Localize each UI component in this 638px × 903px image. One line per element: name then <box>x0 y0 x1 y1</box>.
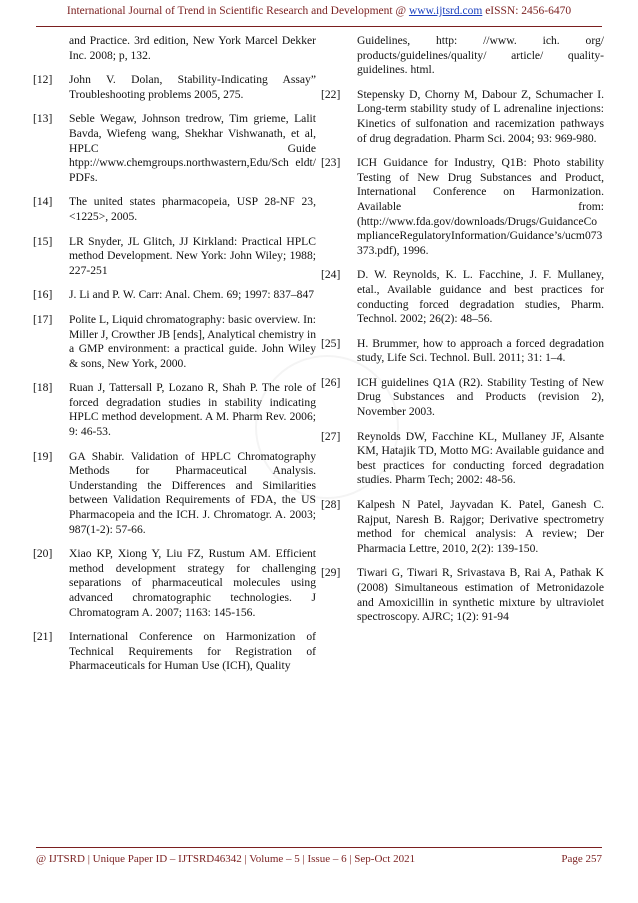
reference-item <box>33 288 316 303</box>
reference-text: Polite L, Liquid chromatography: basic overview. In: Miller J, Crowther JB [ends], Analytical chemistry in a GMP environment: a practical guide. John Wiley & sons, New York, 2000. <box>69 312 316 370</box>
reference-text: Stepensky D, Chorny M, Dabour Z, Schumacher I. Long-term stability study of L adrenaline injections: Kinetics of sulfonation and racemization pathways of drug degradation. Pharm Sci. 2004; 93: 969-980. <box>357 87 604 145</box>
page-footer <box>36 853 602 865</box>
page-header <box>0 0 638 22</box>
journal-link[interactable]: www.ijtsrd.com <box>408 5 483 17</box>
reference-text: LR Snyder, JL Glitch, JJ Kirkland: Practical HPLC method Development. New York: John Wiley; 1988; 227-251 <box>69 234 316 277</box>
reference-number: [25] <box>321 336 341 350</box>
reference-item <box>33 73 316 102</box>
reference-item <box>33 235 316 279</box>
right-column <box>321 34 604 635</box>
left-column <box>33 34 316 684</box>
reference-item <box>33 381 316 439</box>
reference-number: [14] <box>33 195 53 209</box>
reference-number: [28] <box>321 498 341 512</box>
reference-number: [13] <box>33 112 53 126</box>
reference-item <box>321 430 604 488</box>
reference-number: [16] <box>33 288 53 302</box>
reference-text: Kalpesh N Patel, Jayvadan K. Patel, Ganesh C. Rajput, Naresh B. Rajgor; Derivative spectrometry method for chemical analysis: A review; Der Pharmacia Lettre, 2010, 2(2): 139-150. <box>357 498 604 555</box>
reference-text: The united states pharmacopeia, USP 28-NF 23, <1225>, 2005. <box>69 195 316 223</box>
issn: eISSN: 2456-6470 <box>482 5 572 17</box>
reference-item <box>321 337 604 366</box>
reference-text: Seble Wegaw, Johnson tredrow, Tim grieme, Lalit Bavda, Wiefeng wang, Shekhar Vishwanath, et al, HPLC Guide htpp://www.chemgroups.northwastern,Edu/Sch eldt/ PDFs. <box>69 112 316 184</box>
reference-text: J. Li and P. W. Carr: Anal. Chem. 69; 1997: 837–847 <box>69 288 315 302</box>
reference-number: [20] <box>33 547 53 561</box>
reference-item <box>33 313 316 371</box>
reference-number: [24] <box>321 268 341 282</box>
reference-item <box>321 566 604 624</box>
reference-number: [15] <box>33 234 53 248</box>
reference-number: [22] <box>321 87 341 101</box>
reference-number: [21] <box>33 630 53 644</box>
reference-item <box>33 195 316 224</box>
reference-number: [19] <box>33 449 53 463</box>
reference-number: [12] <box>33 73 53 87</box>
reference-text: ICH guidelines Q1A (R2). Stability Testing of New Drug Substances and Products (revision 2), November 2003. <box>357 375 604 419</box>
reference-continuation: Guidelines, http: //www. ich. org/ products/guidelines/quality/ article/ quality-guidelines. html. <box>357 34 604 77</box>
reference-item <box>321 88 604 146</box>
footer-rule <box>36 847 602 848</box>
reference-text: GA Shabir. Validation of HPLC Chromatography Methods for Pharmaceutical Analysis. Understanding the Differences and Similarities between Validation Requirements of FDA, the US Pharmacopeia and the ICH. J. Chromatogr. A. 2003; 987(1-2): 57-66. <box>69 449 316 536</box>
reference-number: [17] <box>33 312 53 326</box>
reference-text: D. W. Reynolds, K. L. Facchine, J. F. Mullaney, etal., Available guidance and best practices for conducting forced degradation studies, Pharm. Technol. 2002; 26(2): 48–56. <box>357 268 604 326</box>
reference-number: [23] <box>321 156 341 170</box>
reference-text: Tiwari G, Tiwari R, Srivastava B, Rai A, Pathak K (2008) Simultaneous estimation of Metronidazole and Amoxicillin in synthetic mixture by ultraviolet spectroscopy. AJRC; 1(2): 91-94 <box>357 566 604 624</box>
header-rule <box>36 26 602 27</box>
reference-number: [27] <box>321 429 341 443</box>
journal-name: International Journal of Trend in Scientific Research and Development @ <box>66 5 409 17</box>
page-number: Page 257 <box>561 853 602 865</box>
reference-text: International Conference on Harmonization of Technical Requirements for Registration of Pharmaceuticals for Human Use (ICH), Quality <box>69 630 316 673</box>
reference-number: [18] <box>33 381 53 395</box>
reference-item <box>33 112 316 185</box>
reference-item <box>33 630 316 674</box>
footer-citation: @ IJTSRD | Unique Paper ID – IJTSRD46342 | Volume – 5 | Issue – 6 | Sep-Oct 2021 <box>36 853 416 865</box>
reference-item <box>321 376 604 420</box>
reference-item <box>321 156 604 258</box>
reference-text: John V. Dolan, Stability-Indicating Assay” Troubleshooting problems 2005, 275. <box>69 73 316 101</box>
reference-item <box>321 498 604 556</box>
reference-text: Reynolds DW, Facchine KL, Mullaney JF, Alsante KM, Hatajik TD, Motto MG: Available guidance and best practices for conducting forced degradation studies. Pharm Tech; 2002: 48-56. <box>357 429 604 487</box>
reference-item <box>33 450 316 538</box>
reference-text: Xiao KP, Xiong Y, Liu FZ, Rustum AM. Efficient method development strategy for challenging separations of pharmaceutical molecules using advanced chromatographic technologies. J Chromatogram A. 2007; 1163: 145-156. <box>69 547 316 619</box>
reference-continuation: and Practice. 3rd edition, New York Marcel Dekker Inc. 2008; p, 132. <box>69 34 316 62</box>
reference-text: ICH Guidance for Industry, Q1B: Photo stability Testing of New Drug Substances and Product, International Conference on Harmonization. Available from: (http://www.fda.gov/downloads/Drugs/GuidanceComplianceRegulatoryInformation/Guidance’s/ucm073373.pdf), 1996. <box>357 156 604 257</box>
reference-item <box>321 268 604 326</box>
reference-text: H. Brummer, how to approach a forced degradation study, Life Sci. Technol. Bull. 2011; 31: 1–4. <box>357 336 604 365</box>
reference-number: [29] <box>321 566 341 580</box>
reference-number: [26] <box>321 375 341 389</box>
reference-text: Ruan J, Tattersall P, Lozano R, Shah P. The role of forced degradation studies in stability indicating HPLC method development. A M. Pharm Rev. 2006; 9: 46-53. <box>69 381 316 439</box>
reference-item <box>33 547 316 620</box>
